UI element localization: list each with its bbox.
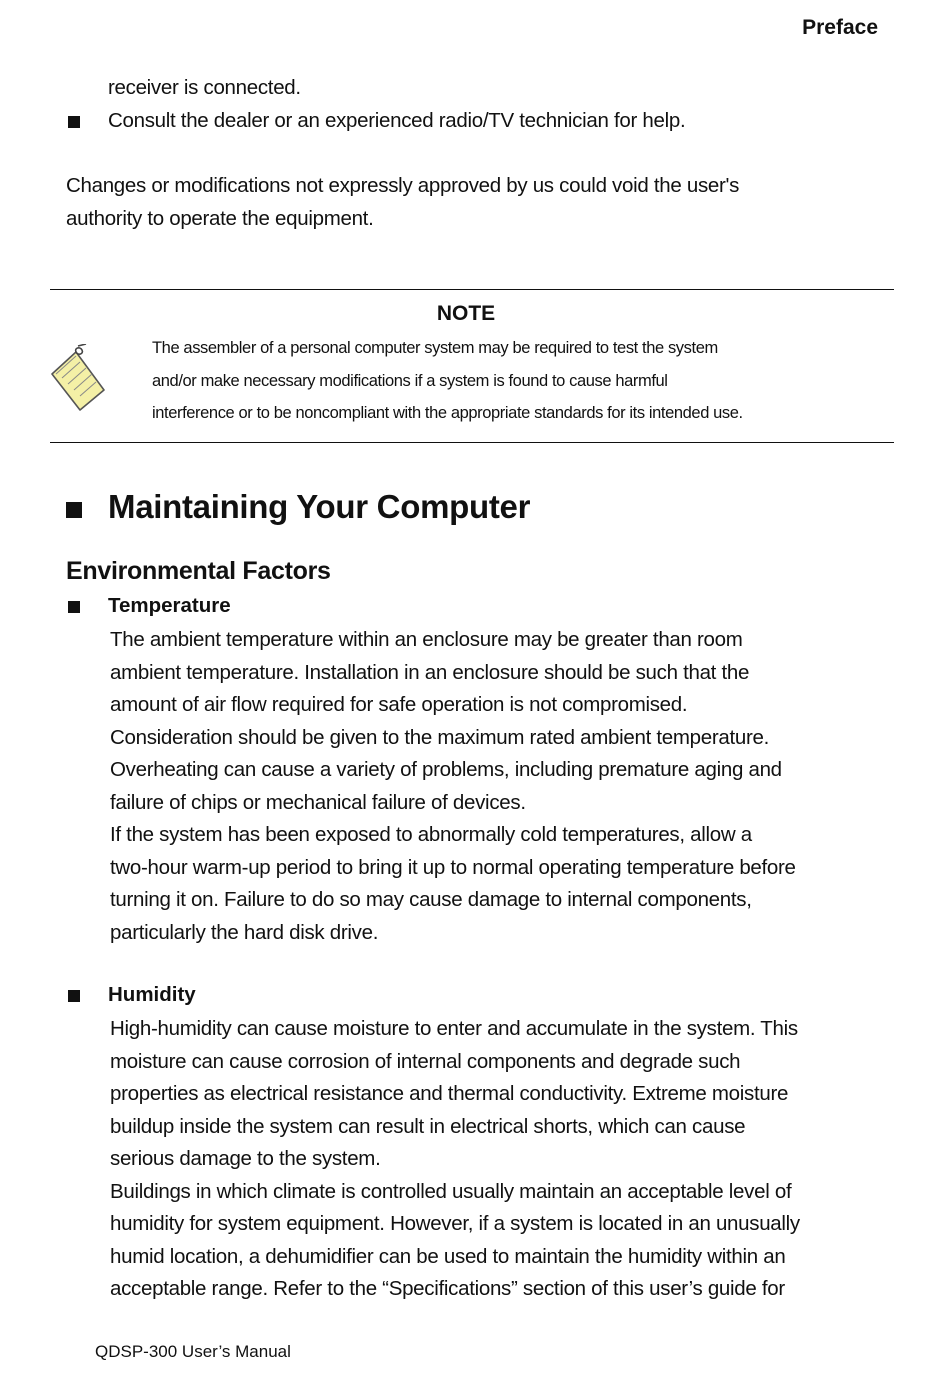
humidity-heading: Humidity [108,983,196,1006]
paragraph-line: Buildings in which climate is controlled usually maintain an acceptable level of [110,1179,792,1203]
paragraph-line: failure of chips or mechanical failure of devices. [110,790,526,814]
paragraph-line: two-hour warm-up period to bring it up to normal operating temperature before [110,855,796,879]
paragraph-line: turning it on. Failure to do so may cause damage to internal components, [110,888,752,911]
paragraph-line: Overheating can cause a variety of problems, including premature aging and [110,758,782,781]
square-bullet-icon [68,116,80,128]
note-line: The assembler of a personal computer system may be required to test the system [152,339,718,357]
temperature-heading: Temperature [108,594,231,617]
paragraph-line: authority to operate the equipment. [66,206,374,230]
paragraph-line: The ambient temperature within an enclosure may be greater than room [110,628,743,651]
note-line: interference or to be noncompliant with the appropriate standards for its intended use. [152,404,743,422]
note-line: and/or make necessary modifications if a system is found to cause harmful [152,371,668,390]
temperature-paragraph [110,624,796,949]
page-header-title: Preface [802,16,878,39]
note-bottom-rule [50,442,894,443]
paragraph-line: If the system has been exposed to abnormally cold temperatures, allow a [110,823,752,846]
square-bullet-icon [66,502,82,518]
paragraph-line: moisture can cause corrosion of internal components and degrade such [110,1049,741,1073]
square-bullet-icon [68,601,80,613]
paragraph-line: properties as electrical resistance and thermal conductivity. Extreme moisture [110,1082,789,1105]
note-title: NOTE [436,302,496,325]
continued-line: receiver is connected. [108,76,301,99]
paragraph-line: High-humidity can cause moisture to enter and accumulate in the system. This [110,1017,798,1040]
section-subtitle: Environmental Factors [66,557,331,585]
paragraph-line: Changes or modifications not expressly approved by us could void the user's [66,174,740,197]
bullet-consult-text: Consult the dealer or an experienced radio/TV technician for help. [108,109,686,132]
paragraph-line: buildup inside the system can result in electrical shorts, which can cause [110,1114,746,1138]
note-top-rule [50,289,894,290]
paragraph-line: ambient temperature. Installation in an enclosure should be such that the [110,660,750,684]
paragraph-line: humid location, a dehumidifier can be used to maintain the humidity within an [110,1244,786,1268]
note-paper-icon [46,344,112,412]
paragraph-line: Consideration should be given to the maximum rated ambient temperature. [110,725,769,749]
paragraph-line: humidity for system equipment. However, if a system is located in an unusually [110,1212,800,1235]
paragraph-line: particularly the hard disk drive. [110,920,379,944]
note-body [152,332,743,430]
paragraph-line: amount of air flow required for safe operation is not compromised. [110,693,688,716]
changes-paragraph [66,170,739,235]
humidity-paragraph [110,1013,800,1306]
section-title: Maintaining Your Computer [108,488,531,525]
square-bullet-icon [68,990,80,1002]
paragraph-line: serious damage to the system. [110,1147,381,1170]
paragraph-line: acceptable range. Refer to the “Specifications” section of this user’s guide for [110,1277,785,1300]
page-footer: QDSP-300 User’s Manual [95,1342,291,1361]
